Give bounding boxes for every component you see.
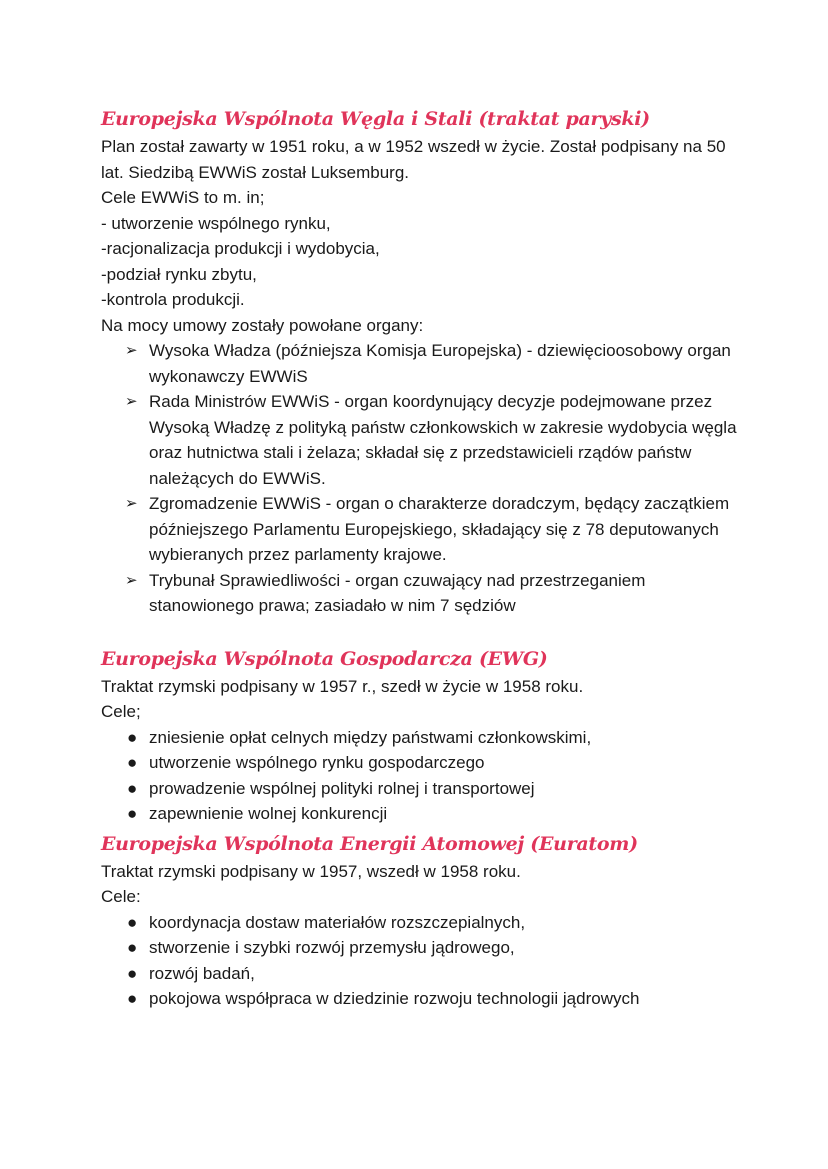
paragraph: -kontrola produkcji. xyxy=(101,290,245,309)
list-item-text: Rada Ministrów EWWiS - organ koordynujący decyzje podejmowane przez Wysoką Władzę z polityką państw członkowskich w zakresie wydobycia węgla oraz hutnictwa stali i żelaza; składał się z przedstawicieli rządów państw należących do EWWiS. xyxy=(149,392,737,488)
section-heading: Europejska Wspólnota Węgla i Stali (traktat paryski) xyxy=(101,108,650,130)
section-ewg xyxy=(101,644,741,827)
dot-bullet-icon: ● xyxy=(127,804,138,823)
dot-bullet-icon: ● xyxy=(127,753,138,772)
list-item xyxy=(101,491,741,568)
section-heading: Europejska Wspólnota Energii Atomowej (Euratom) xyxy=(101,832,638,855)
arrow-bullet-icon: ➢ xyxy=(125,571,138,589)
arrow-bullet-icon: ➢ xyxy=(125,342,138,359)
list-item-text: Wysoka Władza (późniejsza Komisja Europejska) - dziewięcioosobowy organ wykonawczy EWWiS xyxy=(149,341,731,386)
list-item-text: Zgromadzenie EWWiS - organ o charakterze doradczym, będący zaczątkiem późniejszego Parlamentu Europejskiego, składający się z 78 deputowanych wybieranych przez parlamenty krajowe. xyxy=(149,494,730,564)
paragraph: -podział rynku zbytu, xyxy=(101,264,257,284)
list-item-text: zapewnienie wolnej konkurencji xyxy=(149,804,388,823)
paragraph: -racjonalizacja produkcji i wydobycia, xyxy=(101,239,380,258)
paragraph: Na mocy umowy zostały powołane organy: xyxy=(101,315,424,335)
goals-list xyxy=(101,725,741,827)
section-heading: Europejska Wspólnota Gospodarcza (EWG) xyxy=(101,647,548,670)
section-euratom xyxy=(101,829,741,1012)
paragraph: Traktat rzymski podpisany w 1957, wszedł w 1958 roku. xyxy=(101,861,521,881)
paragraph: Cele; xyxy=(101,702,141,721)
list-item-text: rozwój badań, xyxy=(149,963,255,983)
list-item xyxy=(101,338,741,389)
dot-bullet-icon: ● xyxy=(127,727,138,747)
paragraph: Traktat rzymski podpisany w 1957 r., szedł w życie w 1958 roku. xyxy=(101,676,584,696)
arrow-bullet-icon: ➢ xyxy=(125,495,138,512)
paragraph: Cele: xyxy=(101,887,141,906)
paragraph: - utworzenie wspólnego rynku, xyxy=(101,213,331,233)
list-item-text: koordynacja dostaw materiałów rozszczepialnych, xyxy=(149,912,526,932)
list-item xyxy=(101,935,741,961)
arrow-bullet-icon: ➢ xyxy=(125,393,138,410)
goals-list xyxy=(101,910,741,1012)
organs-list xyxy=(101,338,741,619)
dot-bullet-icon: ● xyxy=(127,989,138,1008)
list-item-text: stworzenie i szybki rozwój przemysłu jądrowego, xyxy=(149,938,515,957)
section-ewwis xyxy=(101,104,741,619)
dot-bullet-icon: ● xyxy=(127,778,138,798)
list-item xyxy=(101,750,741,776)
list-item-text: prowadzenie wspólnej polityki rolnej i transportowej xyxy=(149,778,535,798)
list-item xyxy=(101,801,741,827)
dot-bullet-icon: ● xyxy=(127,912,138,932)
list-item-text: utworzenie wspólnego rynku gospodarczego xyxy=(149,753,485,772)
paragraph: Cele EWWiS to m. in; xyxy=(101,188,265,207)
paragraph: Plan został zawarty w 1951 roku, a w 1952 wszedł w życie. Został podpisany na 50 lat. Siedzibą EWWiS został Luksemburg. xyxy=(101,137,726,182)
list-item xyxy=(101,961,741,987)
list-item-text: Trybunał Sprawiedliwości - organ czuwający nad przestrzeganiem stanowionego prawa; zasiadało w nim 7 sędziów xyxy=(149,570,646,615)
spacer xyxy=(101,619,741,644)
list-item xyxy=(101,776,741,802)
dot-bullet-icon: ● xyxy=(127,938,138,957)
document-page xyxy=(101,104,741,1012)
list-item-text: zniesienie opłat celnych między państwami członkowskimi, xyxy=(149,727,592,747)
list-item-text: pokojowa współpraca w dziedzinie rozwoju technologii jądrowych xyxy=(149,989,640,1008)
list-item xyxy=(101,986,741,1012)
list-item xyxy=(101,910,741,936)
list-item xyxy=(101,725,741,751)
list-item xyxy=(101,568,741,619)
list-item xyxy=(101,389,741,491)
dot-bullet-icon: ● xyxy=(127,963,138,983)
